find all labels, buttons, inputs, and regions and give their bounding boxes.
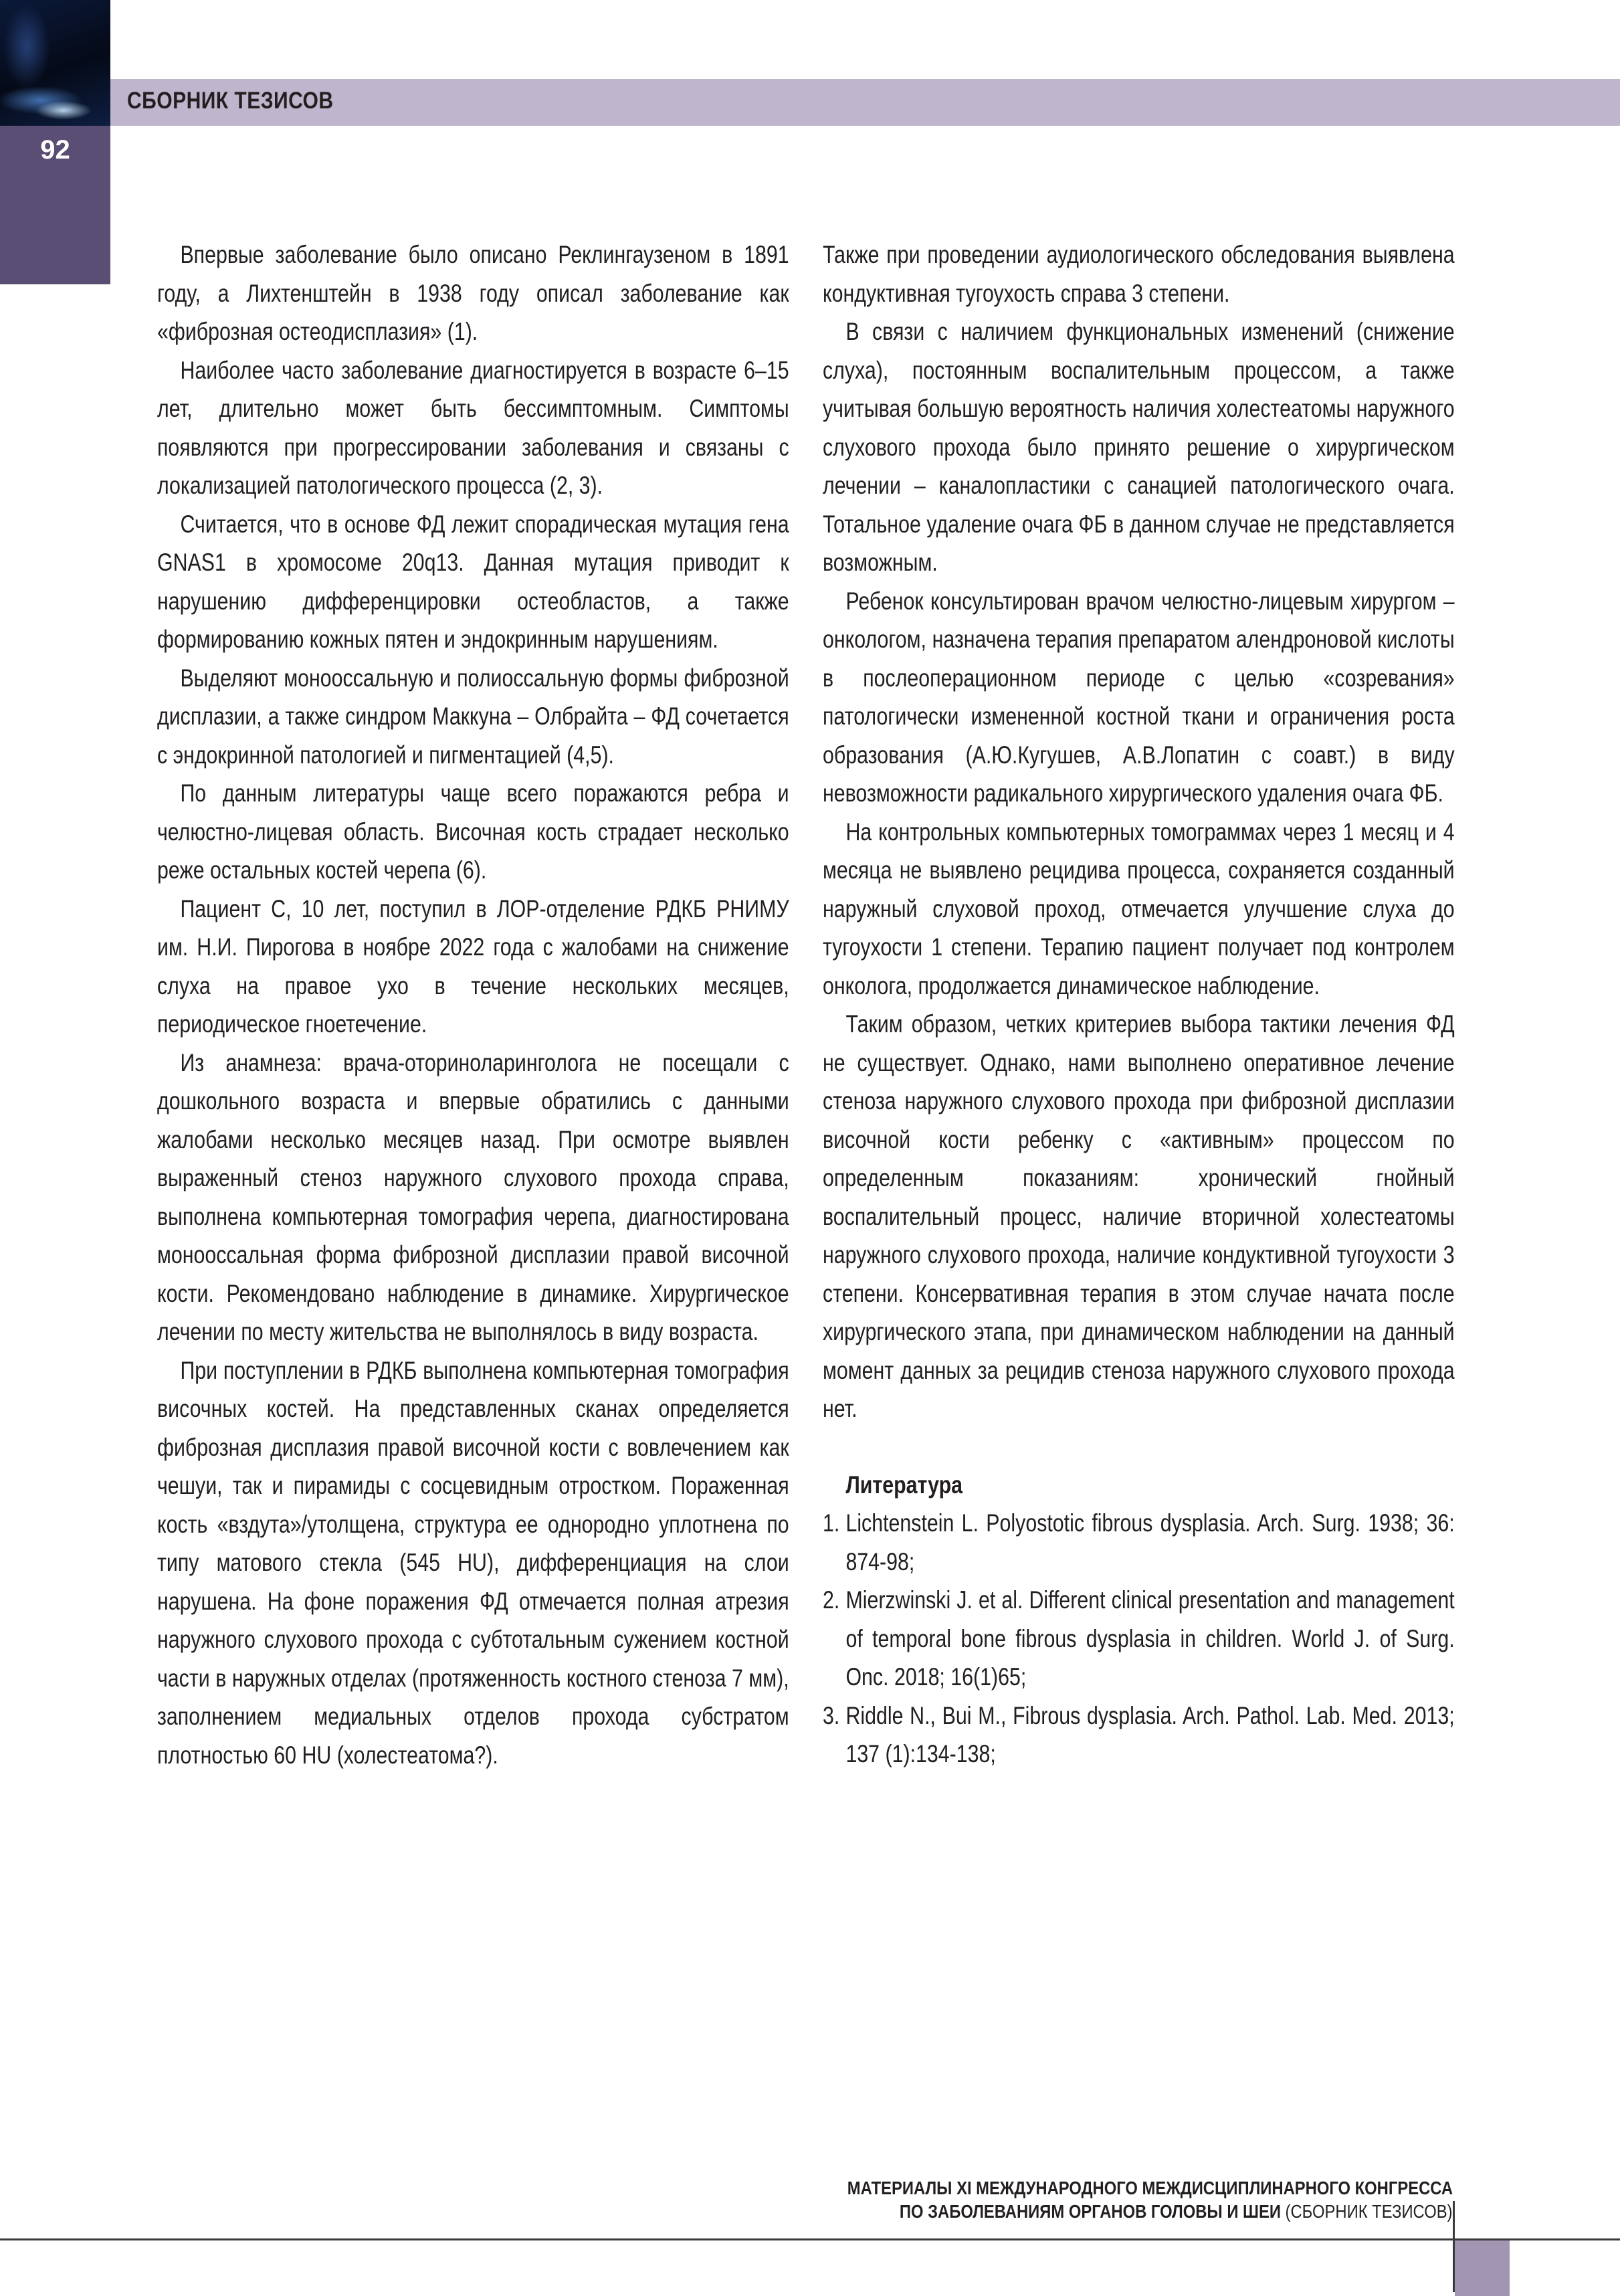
- paragraph: В связи с наличием функциональных изменений (снижение слуха), постоянным воспалительным процессом, а также учитывая большую вероятность наличия холестеатомы наружного слухового прохода было принято решение о хирургическом лечении – каналопластики с санацией патологического очага. Тотальное удаление очага ФБ в данном случае не представляется возможным.: [823, 318, 1455, 576]
- paragraph: Пациент С, 10 лет, поступил в ЛОР-отделение РДКБ РНИМУ им. Н.И. Пирогова в ноябре 2022 года с жалобами на снижение слуха на правое ухо в течение нескольких месяцев, периодическое гноетечение.: [157, 894, 789, 1038]
- paragraph: Ребенок консультирован врачом челюстно-лицевым хирургом – онкологом, назначена терапия препаратом алендроновой кислоты в послеоперационном периоде с целью «созревания» патологически измененной костной ткани и ограничения роста образования (А.Ю.Кугушев, А.В.Лопатин с соавт.) в виду невозможности радикального хирургического удаления очага ФБ.: [823, 587, 1455, 807]
- reference-number: 3.: [823, 1701, 840, 1729]
- page-number: 92: [40, 135, 70, 165]
- reference-number: 1.: [823, 1509, 840, 1537]
- footer-accent-square: [1455, 2240, 1510, 2296]
- paragraph: Таким образом, четких критериев выбора тактики лечения ФД не существует. Однако, нами выполнено оперативное лечение стеноза наружного слухового прохода при фиброзной дисплазии височной кости ребенку с «активным» процессом по определенным показаниям: хронический гнойный воспалительный процесс, наличие вторичной холестеатомы наружного слухового прохода, наличие кондуктивной тугоухости 3 степени. Консервативная терапия в этом случае начата после хирургического этапа, при динамическом наблюдении на данный момент данных за рецидив стеноза наружного слухового прохода нет.: [823, 1010, 1455, 1422]
- paragraph: Наиболее часто заболевание диагностируется в возрасте 6–15 лет, длительно может быть бессимптомным. Симптомы появляются при прогрессировании заболевания и связаны с локализацией патологического процесса (2, 3).: [157, 356, 789, 499]
- paragraph: По данным литературы чаще всего поражаются ребра и челюстно-лицевая область. Височная кость страдает несколько реже остальных костей черепа (6).: [157, 779, 789, 884]
- reference-text: Mierzwinski J. et al. Different clinical presentation and management of temporal bone fibrous dysplasia in children. World J. of Surg. Onc. 2018; 16(1)65;: [845, 1586, 1455, 1691]
- reference-item: [823, 1504, 1455, 1581]
- section-title: СБОРНИК ТЕЗИСОВ: [127, 88, 334, 114]
- reference-text: Lichtenstein L. Polyostotic fibrous dysplasia. Arch. Surg. 1938; 36: 874-98;: [845, 1509, 1455, 1575]
- left-column: [157, 235, 789, 1774]
- footer-divider: [0, 2238, 1620, 2240]
- reference-number: 2.: [823, 1586, 840, 1614]
- footer-conference-title: МАТЕРИАЛЫ XI МЕЖДУНАРОДНОГО МЕЖДИСЦИПЛИНАРНОГО КОНГРЕССА: [847, 2178, 1453, 2198]
- right-column: [823, 235, 1455, 1774]
- decorative-cover-image: [0, 0, 110, 126]
- paragraph: Выделяют монооссальную и полиоссальную формы фиброзной дисплазии, а также синдром Маккуна – Олбрайта – ФД сочетается с эндокринной патологией и пигментацией (4,5).: [157, 664, 789, 769]
- header-band: [110, 79, 1620, 126]
- paragraph: Из анамнеза: врача-оториноларинголога не посещали с дошкольного возраста и впервые обратились с данными жалобами несколько месяцев назад. При осмотре выявлен выраженный стеноз наружного слухового прохода справа, выполнена компьютерная томография черепа, диагностирована монооссальная форма фиброзной дисплазии правой височной кости. Рекомендовано наблюдение в динамике. Хирургическое лечении по месту жительства не выполнялось в виду возраста.: [157, 1048, 789, 1345]
- footer-subtitle-light: (СБОРНИК ТЕЗИСОВ): [1286, 2201, 1453, 2222]
- footer-subtitle-bold: ПО ЗАБОЛЕВАНИЯМ ОРГАНОВ ГОЛОВЫ И ШЕИ: [900, 2201, 1282, 2222]
- footer-conference-subtitle: [900, 2201, 1453, 2222]
- reference-text: Riddle N., Bui M., Fibrous dysplasia. Arch. Pathol. Lab. Med. 2013; 137 (1):134-138;: [845, 1701, 1455, 1767]
- reference-item: [823, 1697, 1455, 1774]
- literature-heading: Литература: [845, 1470, 963, 1499]
- paragraph: При поступлении в РДКБ выполнена компьютерная томография височных костей. На представленных сканах определяется фиброзная дисплазия правой височной кости с вовлечением как чешуи, так и пирамиды с сосцевидным отростком. Пораженная кость «вздута»/утолщена, структура ее однородно уплотнена по типу матового стекла (545 HU), дифференциация на слои нарушена. На фоне поражения ФД отмечается полная атрезия наружного слухового прохода с субтотальным сужением костной части в наружных отделах (протяженность костного стеноза 7 мм), заполнением медиальных отделов прохода субстратом плотностью 60 HU (холестеатома?).: [157, 1356, 789, 1769]
- paragraph-continuation: Также при проведении аудиологического обследования выявлена кондуктивная тугоухость справа 3 степени.: [823, 241, 1455, 307]
- reference-item: [823, 1581, 1455, 1697]
- paragraph: Считается, что в основе ФД лежит спорадическая мутация гена GNAS1 в хромосоме 20q13. Данная мутация приводит к нарушению дифференцировки остеобластов, а также формированию кожных пятен и эндокринным нарушениям.: [157, 510, 789, 653]
- paragraph: Впервые заболевание было описано Реклингаузеном в 1891 году, а Лихтенштейн в 1938 году описал заболевание как «фиброзная остеодисплазия» (1).: [157, 241, 789, 345]
- paragraph: На контрольных компьютерных томограммах через 1 месяц и 4 месяца не выявлено рецидива процесса, сохраняется созданный наружный слуховой проход, отмечается улучшение слуха до тугоухости 1 степени. Терапию пациент получает под контролем онколога, продолжается динамическое наблюдение.: [823, 818, 1455, 999]
